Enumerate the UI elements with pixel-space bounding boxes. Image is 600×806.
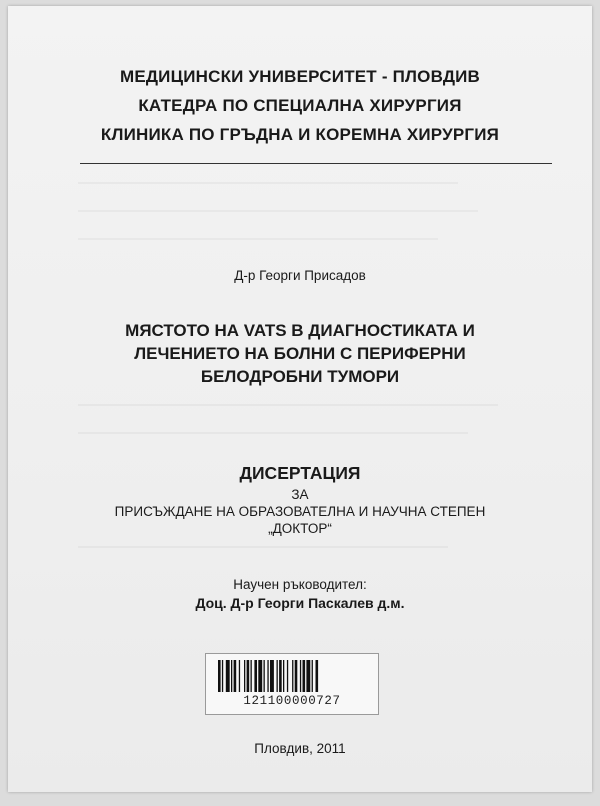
dissertation-title (8, 319, 592, 388)
supervisor-block (8, 575, 592, 613)
barcode-bar (303, 660, 306, 692)
barcode-bar (312, 660, 313, 692)
show-through-mark (78, 432, 468, 434)
barcode-bar (306, 660, 310, 692)
barcode-bar (258, 660, 262, 692)
barcode-bar (254, 660, 257, 692)
place-and-year: Пловдив, 2011 (254, 741, 346, 756)
title-line: БЕЛОДРОБНИ ТУМОРИ (200, 367, 400, 386)
library-barcode-label (205, 653, 379, 715)
degree-purpose (8, 486, 592, 537)
purpose-line: ПРИСЪЖДАНЕ НА ОБРАЗОВАТЕЛНА И НАУЧНА СТЕПЕН (114, 504, 486, 519)
supervisor-name: Доц. Д-р Георги Паскалев д.м. (195, 595, 405, 611)
barcode-icon (218, 660, 366, 692)
university-name: МЕДИЦИНСКИ УНИВЕРСИТЕТ - ПЛОВДИВ (119, 67, 481, 86)
barcode-bar (300, 660, 301, 692)
title-line: ЛЕЧЕНИЕТО НА БОЛНИ С ПЕРИФЕРНИ (134, 344, 466, 363)
barcode-bar (218, 660, 221, 692)
purpose-line: ЗА (291, 487, 309, 502)
barcode-bar (251, 660, 252, 692)
show-through-mark (78, 238, 438, 240)
barcode-bar (267, 660, 268, 692)
show-through-mark (78, 404, 498, 406)
barcode-bar (279, 660, 282, 692)
barcode-bar (283, 660, 284, 692)
barcode-bar (270, 660, 274, 692)
institution-header (8, 62, 592, 149)
barcode-bar (231, 660, 232, 692)
department-name: КАТЕДРА ПО СПЕЦИАЛНА ХИРУРГИЯ (138, 96, 462, 115)
barcode-bar (316, 660, 319, 692)
supervisor-label: Научен ръководител: (233, 577, 367, 592)
header-divider (80, 163, 552, 164)
barcode-bar (226, 660, 230, 692)
barcode-bar (239, 660, 240, 692)
document-type: ДИСЕРТАЦИЯ (239, 463, 361, 483)
barcode-bar (295, 660, 298, 692)
show-through-mark (78, 182, 458, 184)
clinic-name: КЛИНИКА ПО ГРЪДНА И КОРЕМНА ХИРУРГИЯ (100, 125, 500, 144)
barcode-number: 121100000727 (243, 694, 341, 708)
barcode-bar (247, 660, 250, 692)
barcode-bar (234, 660, 237, 692)
purpose-line: „ДОКТОР“ (268, 521, 332, 536)
title-line: МЯСТОТО НА VATS В ДИАГНОСТИКАТА И (125, 321, 475, 340)
show-through-mark (78, 546, 448, 548)
show-through-mark (78, 210, 478, 212)
barcode-bar (222, 660, 223, 692)
barcode-bar (244, 660, 245, 692)
barcode-bar (292, 660, 293, 692)
document-page (8, 6, 592, 792)
author-name: Д-р Георги Присадов (234, 268, 366, 283)
barcode-bar (287, 660, 288, 692)
barcode-bar (264, 660, 265, 692)
barcode-bar (277, 660, 278, 692)
